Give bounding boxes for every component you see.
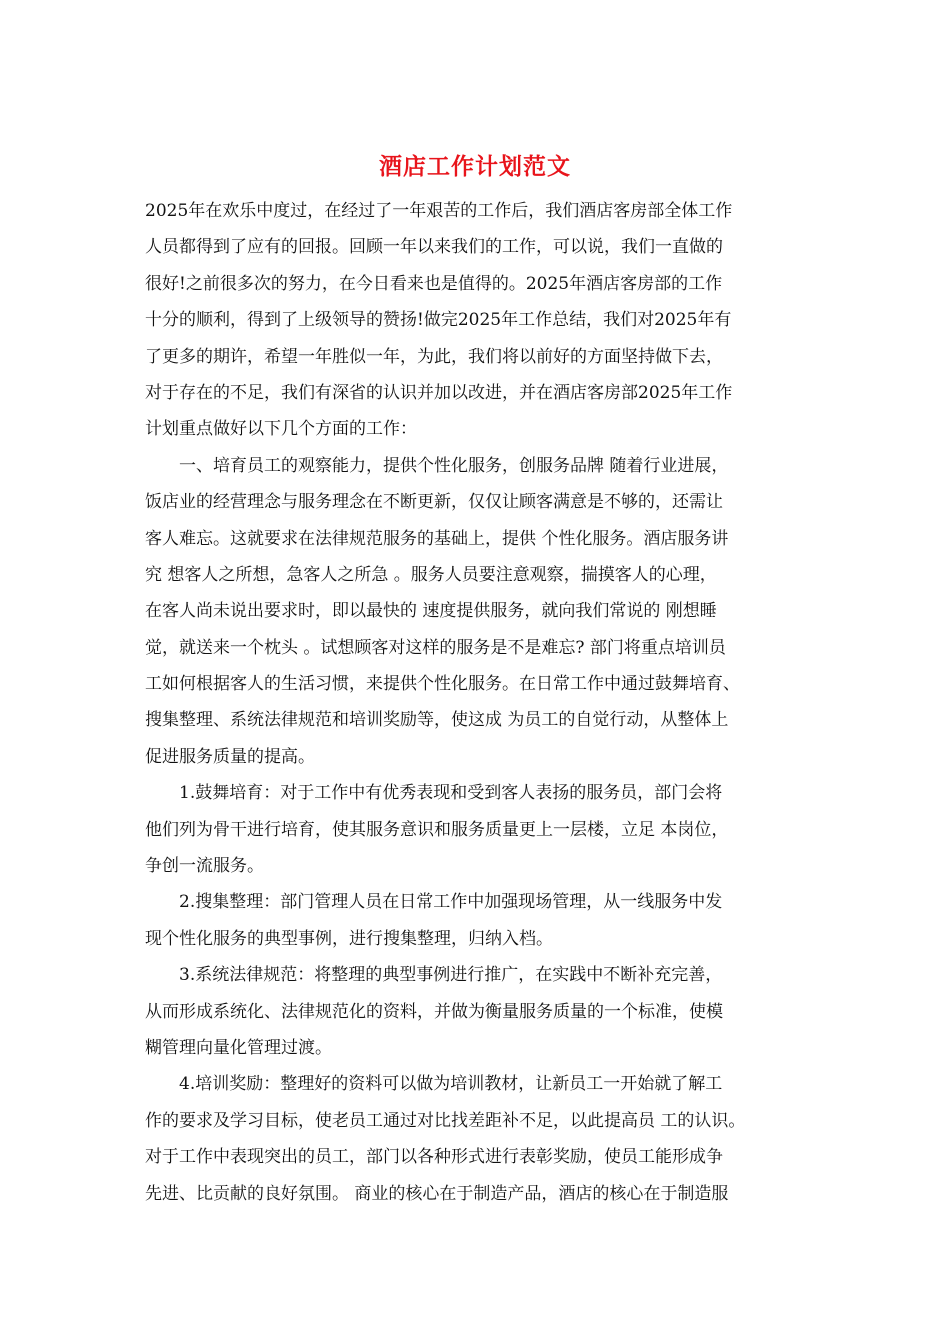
text-line: 在客人尚未说出要求时，即以最快的 速度提供服务，就向我们常说的 刚想睡 bbox=[145, 601, 717, 622]
text-line: 对于存在的不足，我们有深省的认识并加以改进，并在酒店客房部2025年工作 bbox=[145, 382, 733, 403]
text-line: 1.鼓舞培育：对于工作中有优秀表现和受到客人表扬的服务员，部门会将 bbox=[179, 783, 723, 804]
text-line: 了更多的期许，希望一年胜似一年，为此，我们将以前好的方面坚持做下去， bbox=[145, 346, 723, 367]
text-line: 3.系统法律规范：将整理的典型事例进行推广，在实践中不断补充完善， bbox=[179, 965, 723, 986]
text-line: 从而形成系统化、法律规范化的资料，并做为衡量服务质量的一个标准，使模 bbox=[145, 1001, 723, 1022]
text-line: 很好!之前很多次的努力，在今日看来也是值得的。2025年酒店客房部的工作 bbox=[145, 273, 723, 294]
text-line: 究 想客人之所想，急客人之所急 。服务人员要注意观察，揣摸客人的心理， bbox=[145, 564, 717, 585]
text-line: 工如何根据客人的生活习惯，来提供个性化服务。在日常工作中通过鼓舞培育、 bbox=[145, 674, 740, 695]
text-line: 一、培育员工的观察能力，提供个性化服务，创服务品牌 随着行业进展， bbox=[179, 455, 729, 476]
text-line: 计划重点做好以下几个方面的工作： bbox=[145, 419, 417, 440]
text-line: 2025年在欢乐中度过，在经过了一年艰苦的工作后，我们酒店客房部全体工作 bbox=[145, 201, 733, 221]
text-line: 促进服务质量的提高。 bbox=[145, 746, 315, 767]
text-line: 对于工作中表现突出的员工，部门以各种形式进行表彰奖励，使员工能形成争 bbox=[145, 1147, 723, 1168]
text-line: 他们列为骨干进行培育，使其服务意识和服务质量更上一层楼，立足 本岗位， bbox=[145, 819, 729, 840]
text-line: 人员都得到了应有的回报。回顾一年以来我们的工作，可以说，我们一直做的 bbox=[145, 237, 723, 258]
document-body bbox=[145, 193, 821, 1212]
text-line: 2.搜集整理：部门管理人员在日常工作中加强现场管理，从一线服务中发 bbox=[179, 892, 723, 913]
text-line: 饭店业的经营理念与服务理念在不断更新，仅仅让顾客满意是不够的，还需让 bbox=[145, 492, 723, 513]
text-line: 觉，就送来一个枕头 。试想顾客对这样的服务是不是难忘? 部门将重点培训员 bbox=[145, 637, 726, 658]
text-line: 糊管理向量化管理过渡。 bbox=[145, 1037, 332, 1058]
text-line: 客人难忘。这就要求在法律规范服务的基础上，提供 个性化服务。酒店服务讲 bbox=[145, 528, 729, 549]
text-line: 现个性化服务的典型事例，进行搜集整理，归纳入档。 bbox=[145, 928, 553, 949]
text-line: 十分的顺利，得到了上级领导的赞扬!做完2025年工作总结，我们对2025年有 bbox=[145, 310, 732, 331]
document-title: 酒店工作计划范文 bbox=[379, 153, 571, 180]
text-line: 争创一流服务。 bbox=[145, 856, 264, 877]
text-line: 4.培训奖励：整理好的资料可以做为培训教材，让新员工一开始就了解工 bbox=[179, 1074, 723, 1095]
text-line: 搜集整理、系统法律规范和培训奖励等，使这成 为员工的自觉行动，从整体上 bbox=[145, 710, 729, 731]
text-line: 作的要求及学习目标，使老员工通过对比找差距补不足，以此提高员 工的认识。 bbox=[145, 1110, 746, 1131]
text-line: 先进、比贡献的良好氛围。 商业的核心在于制造产品，酒店的核心在于制造服 bbox=[145, 1183, 729, 1204]
